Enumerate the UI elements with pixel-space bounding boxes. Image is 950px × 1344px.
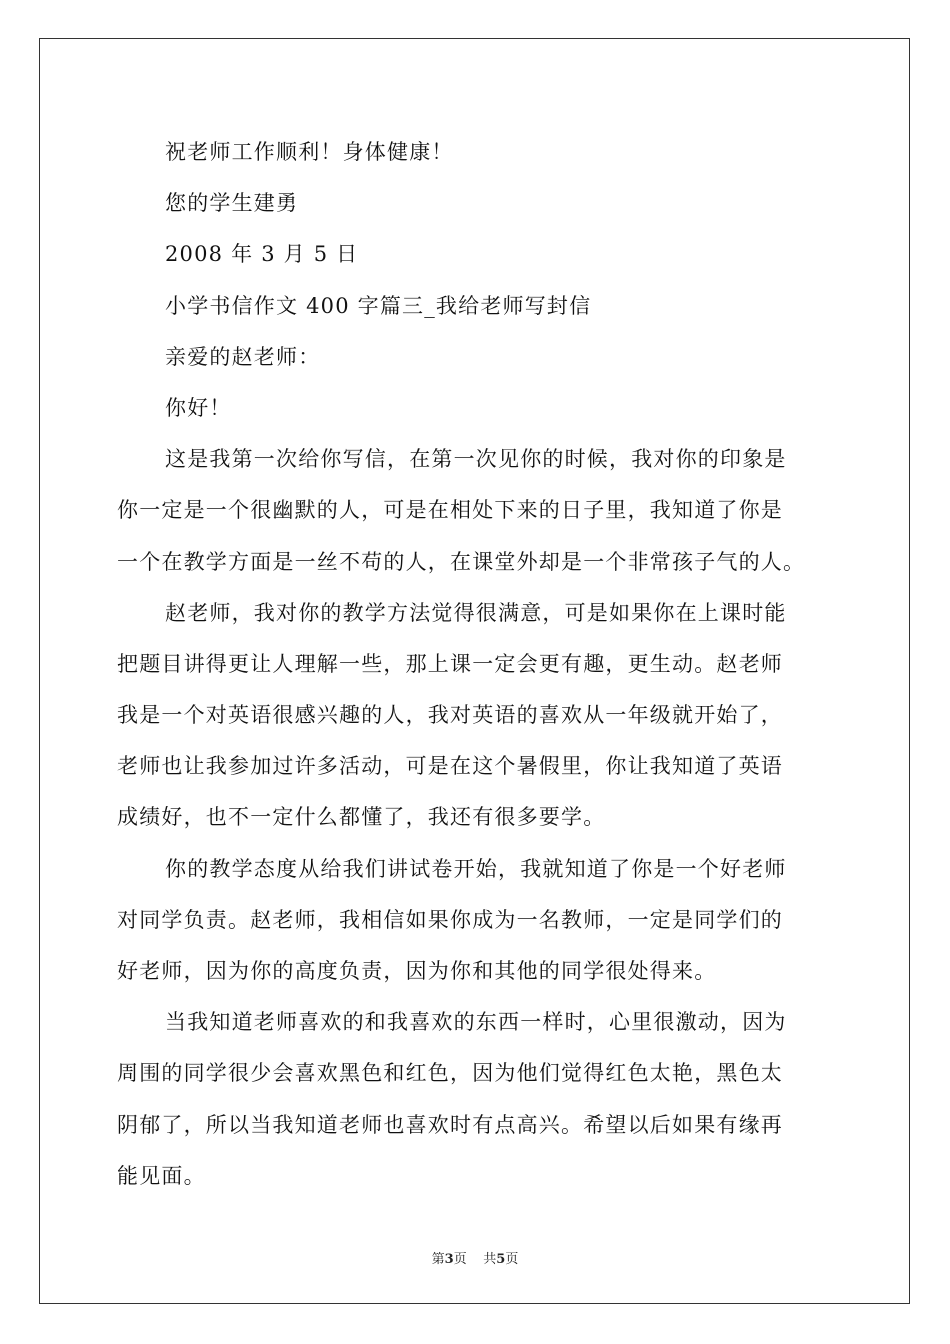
text-line: 老师也让我参加过许多活动，可是在这个暑假里，你让我知道了英语 (117, 754, 783, 779)
text-line: 您的学生建勇 (165, 191, 299, 216)
footer-page-prefix: 第 (431, 1252, 445, 1267)
text-line: 我是一个对英语很感兴趣的人，我对英语的喜欢从一年级就开始了， (117, 703, 783, 728)
text-line: 阴郁了，所以当我知道老师也喜欢时有点高兴。希望以后如果有缘再 (117, 1112, 783, 1137)
text-line: 一个在教学方面是一丝不苟的人，在课堂外却是一个非常孩子气的人。 (117, 549, 806, 574)
footer-page-number: 3 (444, 1252, 454, 1267)
footer-page-suffix: 页 (453, 1252, 467, 1267)
text-line: 这是我第一次给你写信，在第一次见你的时候，我对你的印象是 (165, 447, 787, 472)
text-line: 对同学负责。赵老师，我相信如果你成为一名教师，一定是同学们的 (117, 907, 783, 932)
text-line: 祝老师工作顺利！身体健康！ (165, 140, 454, 164)
page-footer (0, 1248, 950, 1267)
text-line: 成绩好，也不一定什么都懂了，我还有很多要学。 (117, 805, 606, 830)
text-line: 你一定是一个很幽默的人，可是在相处下来的日子里，我知道了你是 (117, 498, 783, 523)
footer-total-prefix: 共 (483, 1252, 497, 1267)
text-line: 能见面。 (117, 1163, 206, 1188)
footer-total-suffix: 页 (505, 1252, 519, 1267)
text-line: 2008 年 3 月 5 日 (165, 242, 359, 267)
footer-total-pages: 5 (496, 1252, 506, 1267)
text-line: 把题目讲得更让人理解一些，那上课一定会更有趣，更生动。赵老师 (117, 651, 783, 676)
text-line: 赵老师，我对你的教学方法觉得很满意，可是如果你在上课时能 (165, 600, 787, 625)
text-line: 你好！ (165, 395, 232, 420)
document-body (117, 127, 837, 1202)
text-line: 你的教学态度从给我们讲试卷开始，我就知道了你是一个好老师 (165, 856, 787, 881)
text-line: 亲爱的赵老师： (165, 344, 321, 369)
text-line: 好老师，因为你的高度负责，因为你和其他的同学很处得来。 (117, 959, 717, 983)
text-line: 当我知道老师喜欢的和我喜欢的东西一样时，心里很激动，因为 (165, 1010, 787, 1035)
text-line: 周围的同学很少会喜欢黑色和红色，因为他们觉得红色太艳，黑色太 (117, 1061, 783, 1086)
text-line: 小学书信作文 400 字篇三_我给老师写封信 (165, 293, 592, 318)
